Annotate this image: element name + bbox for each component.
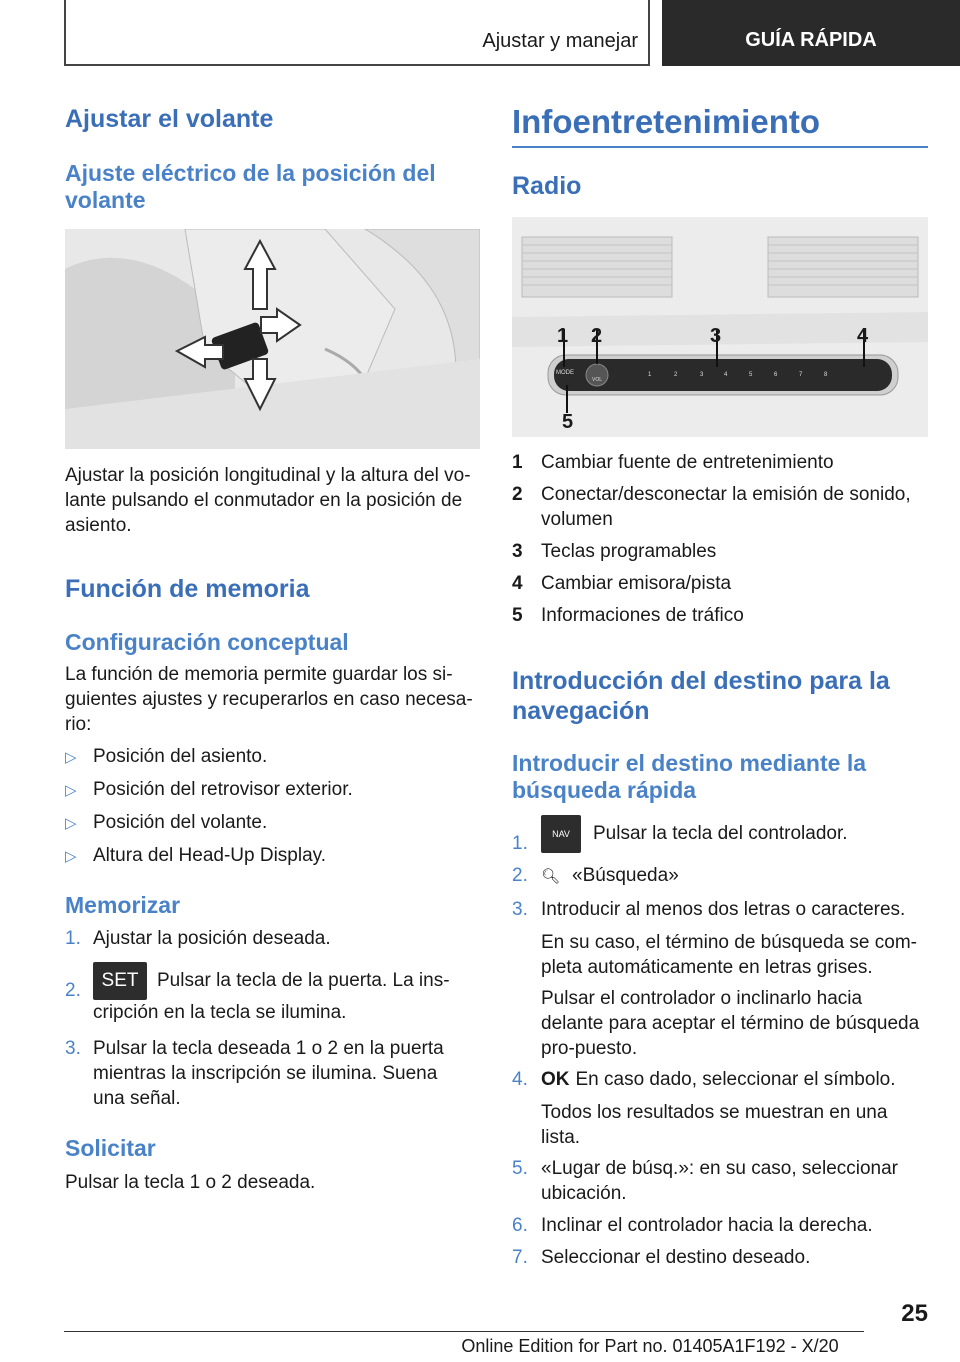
search-icon: 🔍︎ — [541, 868, 561, 885]
steering-paragraph: Ajustar la posición longitudinal y la altura del vo-lante pulsando el conmutador en la posición de asiento. — [65, 465, 471, 536]
list-item: 2. SET Pulsar la tecla de la puerta. La ins-cripción en la tecla se ilumina. — [65, 962, 475, 1032]
header-section-title: Ajustar y manejar — [482, 30, 638, 52]
footer-divider — [64, 1331, 864, 1332]
preset-key-label: 7 — [799, 372, 803, 378]
title-underline — [512, 146, 928, 148]
subtitle-store: Memorizar — [65, 892, 181, 918]
list-item: 1. NAV Pulsar la tecla del controlador. — [512, 815, 928, 857]
vol-knob-label: VOL — [592, 377, 603, 383]
step-note: En su caso, el término de búsqueda se com-pleta automáticamente en letras grises. — [541, 932, 917, 978]
step-note: Todos los resultados se muestran en una lista. — [541, 1102, 888, 1148]
section-title-memory: Función de memoria — [65, 575, 310, 603]
recall-paragraph: Pulsar la tecla 1 o 2 deseada. — [65, 1172, 316, 1193]
subtitle-quick-search: Introducir el destino mediante la búsqueda rápida — [512, 750, 867, 803]
step-note: Pulsar el controlador o inclinarlo hacia delante para aceptar el término de búsqueda pro-puesto. — [541, 988, 920, 1059]
callout-5: 5 — [562, 411, 574, 433]
steering-adjust-illustration — [65, 229, 480, 449]
footer-edition: Online Edition for Part no. 01405A1F192 - X/20 — [461, 1336, 839, 1356]
subtitle-recall: Solicitar — [65, 1135, 156, 1161]
triangle-bullet-icon: ▷ — [65, 848, 77, 865]
radio-panel-illustration — [512, 217, 928, 437]
triangle-bullet-icon: ▷ — [65, 749, 77, 766]
preset-key-label: 1 — [648, 372, 652, 378]
callout-4: 4 — [857, 325, 869, 347]
section-title-infotainment: Infoentretenimiento — [512, 103, 821, 140]
subtitle-concept: Configuración conceptual — [65, 629, 349, 655]
preset-key-label: 8 — [824, 372, 828, 378]
subtitle-radio: Radio — [512, 172, 582, 200]
triangle-bullet-icon: ▷ — [65, 815, 77, 832]
set-key-icon: SET — [93, 962, 147, 1000]
callout-1: 1 — [557, 325, 569, 347]
subtitle-electric-adjust: Ajuste eléctrico de la posición del volante — [65, 160, 436, 213]
preset-key-label: 5 — [749, 372, 753, 378]
callout-3: 3 — [710, 325, 722, 347]
mode-button-label: MODE — [556, 370, 574, 376]
ok-icon: OK — [541, 1069, 570, 1090]
preset-key-label: 3 — [700, 372, 704, 378]
header-tab[interactable]: GUÍA RÁPIDA — [662, 0, 960, 66]
concept-paragraph: La función de memoria permite guardar los si-guientes ajustes y recuperarlos en caso necesa-rio: — [65, 664, 473, 735]
preset-key-label: 2 — [674, 372, 678, 378]
section-title-steering: Ajustar el volante — [65, 105, 274, 133]
section-title-navigation: Introducción del destino para la navegación — [512, 667, 890, 725]
preset-key-label: 4 — [724, 372, 728, 378]
triangle-bullet-icon: ▷ — [65, 782, 77, 799]
preset-key-label: 6 — [774, 372, 778, 378]
callout-2: 2 — [591, 325, 603, 347]
nav-key-icon: NAV — [541, 815, 581, 853]
page-number: 25 — [901, 1300, 928, 1327]
